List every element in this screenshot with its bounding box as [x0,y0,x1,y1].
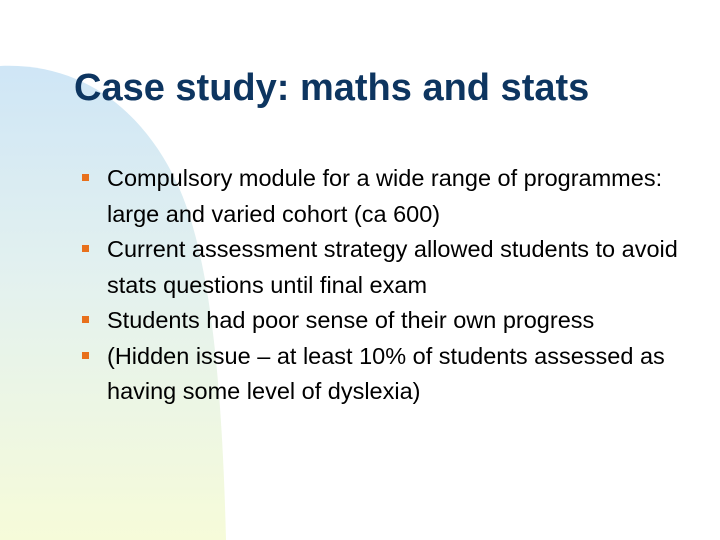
square-bullet-icon [82,352,89,359]
square-bullet-icon [82,316,89,323]
bullet-text: (Hidden issue – at least 10% of students assessed as having some level of dyslexia) [107,342,665,404]
bullet-text: Compulsory module for a wide range of programmes: large and varied cohort (ca 600) [107,165,663,227]
bullet-item [78,339,698,410]
square-bullet-icon [82,174,89,181]
bullet-item [78,232,698,303]
slide-title: Case study: maths and stats [74,67,590,109]
square-bullet-icon [82,245,89,252]
bullet-text: Current assessment strategy allowed students to avoid stats questions until final exam [107,236,678,298]
bullet-list [78,161,698,410]
bullet-item [78,161,698,232]
bullet-text: Students had poor sense of their own progress [107,307,595,333]
bullet-item [78,303,698,339]
